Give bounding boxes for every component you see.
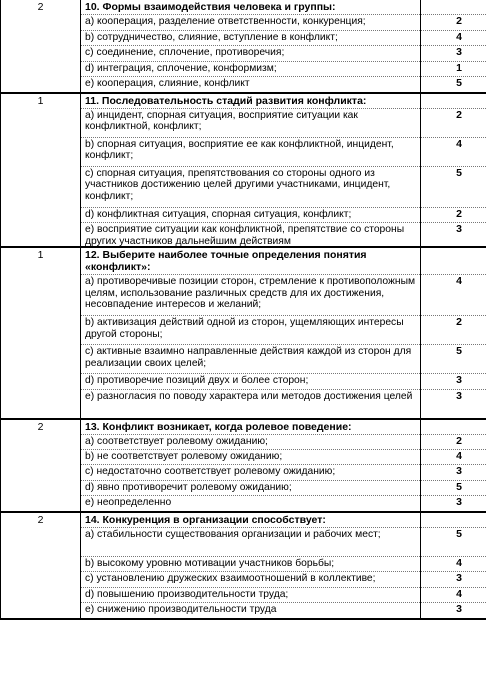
answer-weight: 5	[421, 167, 486, 208]
answer-option: b) спорная ситуация, восприятие ее как конфликтной, инцидент, конфликт;	[81, 138, 420, 167]
question-title: 10. Формы взаимодействия человека и группы:	[81, 0, 420, 15]
answer-weight: 3	[456, 496, 462, 508]
answer-weight: 2	[421, 435, 486, 451]
answer-option: c) активные взаимно направленные действия каждой из сторон для реализации своих целей;	[81, 345, 420, 374]
answer-option: b) не соответствует ролевому ожиданию;	[81, 450, 420, 465]
answer-option: а) соответствует ролевому ожиданию;	[81, 435, 420, 451]
difficulty-level: 2	[1, 0, 81, 93]
question-title: 13. Конфликт возникает, когда ролевое поведение:	[81, 420, 420, 435]
difficulty-level: 2	[1, 419, 81, 512]
answer-option: d) конфликтная ситуация, спорная ситуация, конфликт;	[81, 208, 420, 224]
answer-option: c) установлению дружеских взаимоотношений в коллективе;	[81, 572, 420, 588]
question-title: 12. Выберите наиболее точные определения понятия «конфликт»:	[81, 248, 420, 275]
answer-option: e) восприятие ситуации как конфликтной, препятствие со стороны других участников дальнейшим действиям	[85, 224, 405, 246]
question-row	[1, 247, 486, 419]
answer-option: d) противоречие позиций двух и более сторон;	[81, 374, 420, 390]
answer-option: а) инцидент, спорная ситуация, восприятие ситуации как конфликтной, конфликт;	[81, 109, 420, 138]
answer-weight: 4	[421, 450, 486, 465]
answer-option: а) противоречивые позиции сторон, стремление к противоположным целям, использование различных средств для их достижения, несовпадение интересов и желаний;	[81, 275, 420, 316]
answer-weight: 4	[421, 588, 486, 604]
question-row	[1, 419, 486, 512]
answer-weight: 3	[456, 389, 462, 402]
answer-weight: 4	[421, 557, 486, 573]
answer-weight: 2	[421, 208, 486, 224]
answer-weight: 5	[421, 528, 486, 557]
answer-weight: 4	[421, 138, 486, 167]
answer-option: d) повышению производительности труда;	[81, 588, 420, 604]
answer-weight: 2	[421, 15, 486, 31]
answer-weight: 5	[456, 77, 462, 89]
answer-weight: 3	[456, 603, 462, 615]
answer-option: c) недостаточно соответствует ролевому ожиданию;	[81, 465, 420, 481]
difficulty-level: 2	[1, 512, 81, 619]
answer-option: e) снижению производительности труда	[85, 604, 277, 615]
question-row	[1, 0, 486, 93]
answer-weight: 2	[421, 109, 486, 138]
difficulty-level: 1	[1, 247, 81, 419]
answer-option: а) кооперация, разделение ответственности, конкуренция;	[81, 15, 420, 31]
answer-weight: 5	[421, 345, 486, 374]
answer-option: b) активизация действий одной из сторон, ущемляющих интересы другой стороны;	[81, 316, 420, 345]
answer-weight: 3	[456, 223, 462, 235]
difficulty-level: 1	[1, 93, 81, 248]
answer-option: e) разногласия по поводу характера или методов достижения целей	[85, 390, 413, 402]
answer-weight: 5	[421, 481, 486, 497]
answer-option: а) стабильности существования организации и рабочих мест;	[81, 528, 420, 557]
answer-weight: 2	[421, 316, 486, 345]
answer-option: c) спорная ситуация, препятствования со стороны одного из участников достижению целей другими участниками, инцидент, конфликт;	[81, 167, 420, 208]
answer-weight: 1	[421, 62, 486, 78]
answer-option: d) явно противоречит ролевому ожиданию;	[81, 481, 420, 497]
answer-option: e) кооперация, слияние, конфликт	[85, 78, 250, 89]
answer-weight: 3	[421, 46, 486, 62]
question-row	[1, 512, 486, 619]
answer-weight: 3	[421, 572, 486, 588]
answer-option: d) интеграция, сплочение, конформизм;	[81, 62, 420, 78]
question-title: 14. Конкуренция в организации способствует:	[81, 513, 420, 528]
answer-weight: 3	[421, 465, 486, 481]
answer-option: b) высокому уровню мотивации участников борьбы;	[81, 557, 420, 573]
question-title: 11. Последовательность стадий развития конфликта:	[81, 94, 420, 109]
question-row	[1, 93, 486, 248]
answer-weight: 4	[421, 31, 486, 47]
answer-weight: 3	[421, 374, 486, 390]
answer-option: c) соединение, сплочение, противоречия;	[81, 46, 420, 62]
answer-option: e) неопределенно	[85, 497, 172, 508]
answer-weight: 4	[421, 275, 486, 316]
answer-option: b) сотрудничество, слияние, вступление в конфликт;	[81, 31, 420, 47]
